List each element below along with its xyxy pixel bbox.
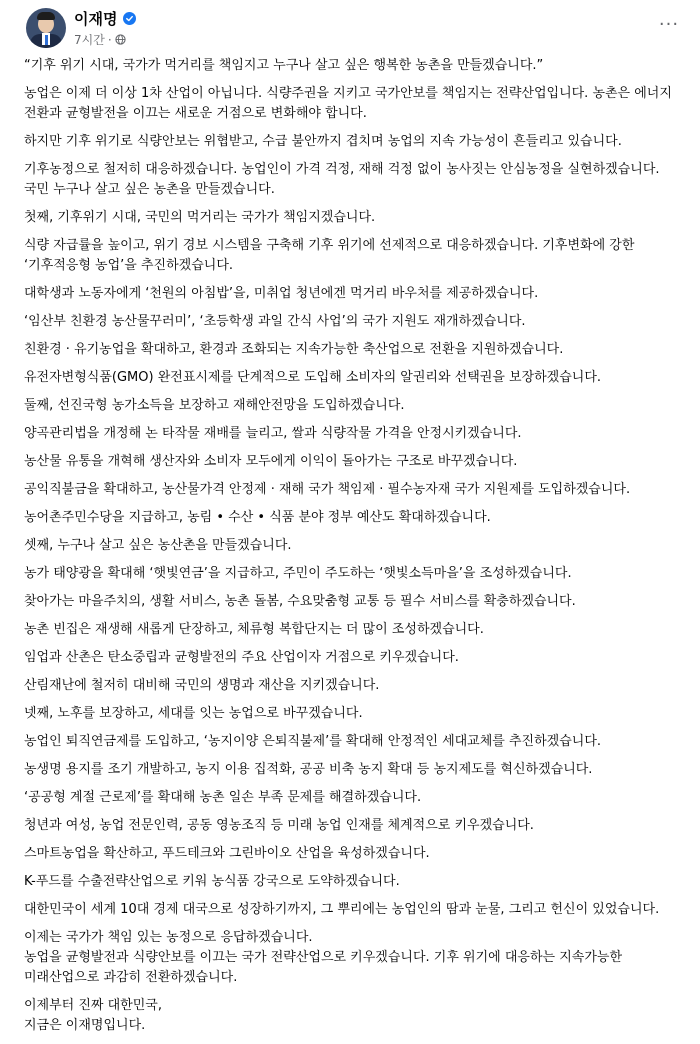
more-options-button[interactable]: ··· — [658, 13, 680, 35]
post-paragraph: 친환경 · 유기농업을 확대하고, 환경과 조화되는 지속가능한 축산업으로 전환을 지원하겠습니다. — [24, 342, 564, 357]
post-paragraph: ‘공공형 계절 근로제’를 확대해 농촌 일손 부족 문제를 해결하겠습니다. — [24, 790, 422, 805]
post-paragraph: 스마트농업을 확산하고, 푸드테크와 그린바이오 산업을 육성하겠습니다. — [24, 846, 430, 861]
post-paragraph: “기후 위기 시대, 국가가 먹거리를 책임지고 누구나 살고 싶은 행복한 농촌을 만들겠습니다.” — [24, 58, 544, 73]
post-paragraph: 농업은 이제 더 이상 1차 산업이 아닙니다. 식량주권을 지키고 국가안보를 책임지는 전략산업입니다. 농촌은 에너지 전환과 균형발전을 이끄는 새로운 거점으로 변화해야 합니다. — [24, 86, 677, 121]
post-paragraph: 셋째, 누구나 살고 싶은 농산촌을 만들겠습니다. — [24, 538, 292, 553]
post-paragraph: ‘임산부 친환경 농산물꾸러미’, ‘초등학생 과일 간식 사업’의 국가 지원도 재개하겠습니다. — [24, 314, 526, 329]
post-paragraph: 산림재난에 철저히 대비해 국민의 생명과 재산을 지키겠습니다. — [24, 678, 380, 693]
post-paragraph: 대학생과 노동자에게 ‘천원의 아침밥’을, 미취업 청년에겐 먹거리 바우처를 제공하겠습니다. — [24, 286, 539, 301]
post-paragraph: 농가 태양광을 확대해 ‘햇빛연금’을 지급하고, 주민이 주도하는 ‘햇빛소득마을’을 조성하겠습니다. — [24, 566, 572, 581]
post-paragraph: K-푸드를 수출전략산업으로 키워 농식품 강국으로 도약하겠습니다. — [24, 874, 400, 889]
post-paragraph: 청년과 여성, 농업 전문인력, 공동 영농조직 등 미래 농업 인재를 체계적으로 키우겠습니다. — [24, 818, 534, 833]
post-header — [0, 0, 700, 60]
post-paragraph: 식량 자급률을 높이고, 위기 경보 시스템을 구축해 기후 위기에 선제적으로 대응하겠습니다. 기후변화에 강한 ‘기후적응형 농업’을 추진하겠습니다. — [24, 238, 639, 273]
post-paragraph: 양곡관리법을 개정해 논 타작물 재배를 늘리고, 쌀과 식량작물 가격을 안정시키겠습니다. — [24, 426, 522, 441]
post-paragraph: 찾아가는 마을주치의, 생활 서비스, 농촌 돌봄, 수요맞춤형 교통 등 필수 서비스를 확충하겠습니다. — [24, 594, 576, 609]
author-name[interactable]: 이재명 — [74, 10, 118, 28]
post-paragraph: 임업과 산촌은 탄소중립과 균형발전의 주요 산업이자 거점으로 키우겠습니다. — [24, 650, 459, 665]
post-paragraph: 넷째, 노후를 보장하고, 세대를 잇는 농업으로 바꾸겠습니다. — [24, 706, 363, 721]
post-paragraph: 첫째, 기후위기 시대, 국민의 먹거리는 국가가 책임지겠습니다. — [24, 210, 376, 225]
post-meta — [74, 31, 126, 48]
author-row — [74, 8, 136, 29]
post-paragraph: 농업인 퇴직연금제를 도입하고, ‘농지이양 은퇴직불제’를 확대해 안정적인 세대교체를 추진하겠습니다. — [24, 734, 602, 749]
post-body — [24, 56, 688, 1044]
post-paragraph: 기후농정으로 철저히 대응하겠습니다. 농업인이 가격 걱정, 재해 걱정 없이 농사짓는 안심농정을 실현하겠습니다. 국민 누구나 살고 싶은 농촌을 만들겠습니다. — [24, 162, 664, 197]
meta-separator: · — [107, 32, 112, 47]
post-paragraph: 농어촌주민수당을 지급하고, 농림 • 수산 • 식품 분야 정부 예산도 확대하겠습니다. — [24, 510, 491, 525]
verified-badge-icon — [123, 12, 136, 25]
post-paragraph: 하지만 기후 위기로 식량안보는 위협받고, 수급 불안까지 겹치며 농업의 지속 가능성이 흔들리고 있습니다. — [24, 134, 622, 149]
author-avatar[interactable] — [26, 8, 66, 48]
post-paragraph: 유전자변형식품(GMO) 완전표시제를 단계적으로 도입해 소비자의 알권리와 선택권을 보장하겠습니다. — [24, 370, 602, 385]
post-paragraph: 이제부터 진짜 대한민국, 지금은 이재명입니다. — [24, 998, 162, 1033]
post-paragraph: 대한민국이 세계 10대 경제 대국으로 성장하기까지, 그 뿌리에는 농업인의 땀과 눈물, 그리고 헌신이 있었습니다. — [24, 902, 660, 917]
post-paragraph: 농촌 빈집은 재생해 새롭게 단장하고, 체류형 복합단지는 더 많이 조성하겠습니다. — [24, 622, 484, 637]
post-paragraph: 공익직불금을 확대하고, 농산물가격 안정제 · 재해 국가 책임제 · 필수농자재 국가 지원제를 도입하겠습니다. — [24, 482, 631, 497]
globe-icon — [115, 34, 126, 45]
post-paragraph: 둘째, 선진국형 농가소득을 보장하고 재해안전망을 도입하겠습니다. — [24, 398, 405, 413]
post-paragraph: 농생명 용지를 조기 개발하고, 농지 이용 집적화, 공공 비축 농지 확대 등 농지제도를 혁신하겠습니다. — [24, 762, 593, 777]
post-timestamp[interactable]: 7시간 — [74, 33, 105, 47]
post-paragraph: 농산물 유통을 개혁해 생산자와 소비자 모두에게 이익이 돌아가는 구조로 바꾸겠습니다. — [24, 454, 518, 469]
post-paragraph: 이제는 국가가 책임 있는 농정으로 응답하겠습니다. 농업을 균형발전과 식량안보를 이끄는 국가 전략산업으로 키우겠습니다. 기후 위기에 대응하는 지속가능한 미래산업으로 과감히 전환하겠습니다. — [24, 930, 623, 985]
